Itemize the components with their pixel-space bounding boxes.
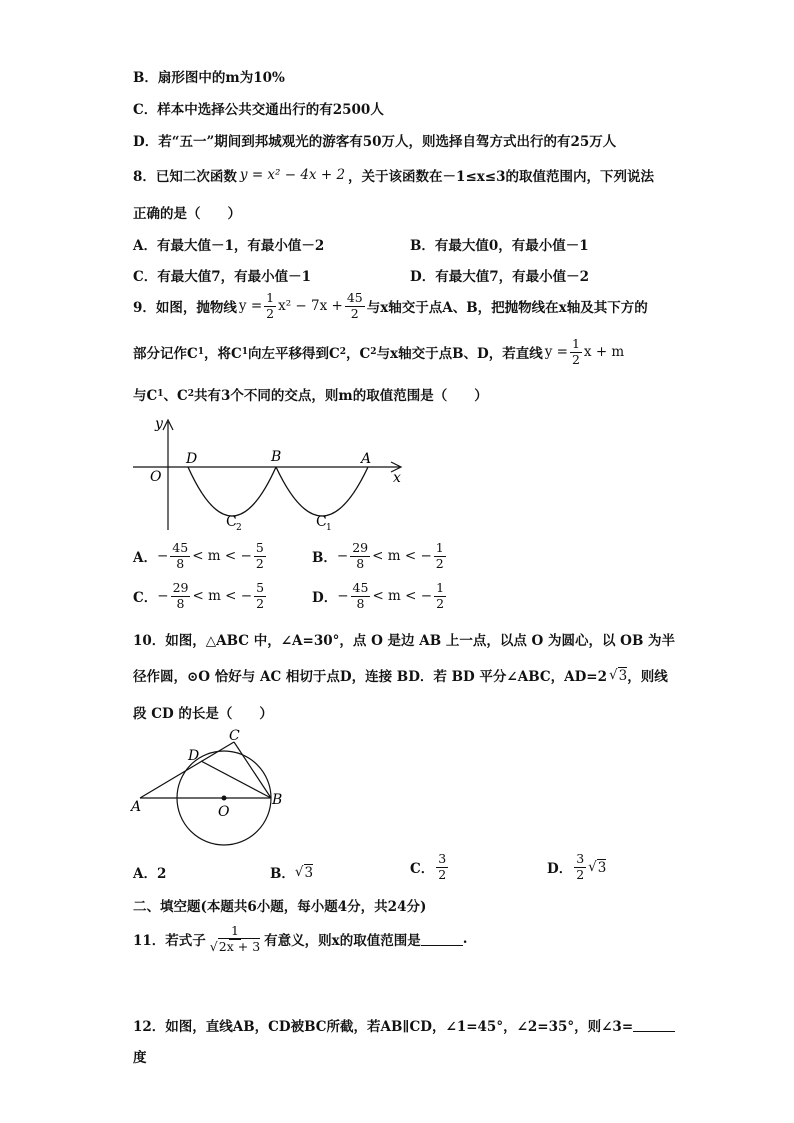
q8-stem-pre: 8．已知二次函数 xyxy=(133,169,237,185)
q7-option-b: B．扇形图中的m为10% xyxy=(133,70,285,86)
q9-poly-mid: x² − 7x + xyxy=(278,298,343,314)
q10-segment-db xyxy=(201,761,271,798)
q10-segment-ac xyxy=(140,742,234,798)
q11-den xyxy=(208,940,262,954)
q9-opt-a-n2: 5 xyxy=(255,540,264,555)
q10-center-dot xyxy=(222,796,227,801)
q11-stem xyxy=(133,925,467,953)
q9-opt-d-label: D． xyxy=(312,590,338,606)
q9-frac-45-num: 45 xyxy=(346,290,363,305)
q9-opt-a-n1: 45 xyxy=(172,540,189,555)
q11-fraction xyxy=(208,925,262,953)
q10-opt-d-label: D． xyxy=(547,861,573,877)
q9-opt-b-d2: 2 xyxy=(435,555,444,571)
q9-stem-line1 xyxy=(133,292,648,320)
q10-stem-line3: 段 CD 的长是（ ） xyxy=(133,706,273,722)
q9-option-b xyxy=(312,542,448,570)
q9-opt-a-d1: 8 xyxy=(176,555,185,571)
q9-label-a: A xyxy=(361,451,372,467)
q9-opt-c-frac2 xyxy=(254,582,266,610)
q9-label-c1-sub: 1 xyxy=(326,523,332,533)
q10-sqrt-symbol: √ xyxy=(609,667,618,683)
q10-label-a: A xyxy=(131,799,142,815)
q9-label-c1: C xyxy=(316,514,327,530)
q8-function: y = x² − 4x + 2 xyxy=(239,167,346,183)
q9-minus: − xyxy=(157,588,169,604)
q9-opt-c-d1: 8 xyxy=(176,595,185,611)
q9-label-c2-sub: 2 xyxy=(236,523,242,533)
q9-label-c2: C xyxy=(226,514,237,530)
q9-frac-half xyxy=(264,292,276,320)
q9-opt-c-n2: 5 xyxy=(256,580,265,595)
q9-l2-pre: 部分记作C xyxy=(133,346,198,362)
q9-line-post: x + m xyxy=(583,344,625,360)
q10-opt-d-radicand: 3 xyxy=(597,859,607,876)
q9-label-o: O xyxy=(150,469,162,485)
q10-option-c xyxy=(410,853,450,881)
q9-opt-b-frac1 xyxy=(350,542,370,570)
q10-label-b: B xyxy=(272,792,283,808)
q9-l3-post: 共有3个不同的交点，则m的取值范围是（ ） xyxy=(194,388,488,404)
q9-sub: 2 xyxy=(370,347,377,357)
q9-sub: 1 xyxy=(241,347,249,357)
q12-answer-blank[interactable] xyxy=(633,1019,675,1032)
q9-opt-a-frac2 xyxy=(254,542,266,570)
q9-l3-mid: 、C xyxy=(163,388,188,404)
q8-stem-line1 xyxy=(133,165,654,185)
q9-line-frac-num: 1 xyxy=(571,336,580,351)
q9-label-d: D xyxy=(186,451,198,467)
q9-opt-b-d1: 8 xyxy=(356,555,365,571)
q8-option-a: A．有最大值－1，有最小值－2 xyxy=(133,238,325,254)
q10-l2-post: ，则线 xyxy=(627,669,668,685)
q9-l3-pre: 与C xyxy=(133,388,158,404)
q10-option-a: A．2 xyxy=(133,866,167,882)
q9-option-c xyxy=(133,582,268,610)
q9-opt-b-n2: 1 xyxy=(435,540,444,555)
q9-ineq: < m < − xyxy=(192,588,253,604)
q10-sqrt-symbol: √ xyxy=(588,859,597,875)
q10-opt-b-label: B． xyxy=(270,866,295,882)
q9-ineq: < m < − xyxy=(192,548,252,564)
q11-end: . xyxy=(462,931,468,947)
q9-frac-45-2 xyxy=(345,292,365,320)
q11-sqrt-symbol: √ xyxy=(209,938,218,954)
q9-y-eq: y = xyxy=(238,298,263,314)
q9-l2-mid4: 与x轴交于点B、D，若直线 xyxy=(376,346,543,362)
q9-opt-c-n1: 29 xyxy=(172,580,189,595)
q9-opt-c-label: C． xyxy=(133,590,158,606)
q11-num: 1 xyxy=(231,923,239,938)
q10-sqrt-symbol: √ xyxy=(294,864,304,880)
q10-opt-b-radicand: 3 xyxy=(304,864,314,881)
q9-opt-d-n2: 1 xyxy=(436,580,445,595)
q9-option-d xyxy=(312,582,448,610)
q10-option-d xyxy=(547,853,606,881)
q10-option-b xyxy=(270,862,313,882)
q10-sqrt-radicand: 3 xyxy=(618,667,628,684)
q10-opt-c-frac xyxy=(436,853,448,881)
q9-opt-a-d2: 2 xyxy=(255,555,264,571)
q9-option-a xyxy=(133,542,268,570)
q9-opt-c-frac1 xyxy=(171,582,191,610)
q9-stem-line2 xyxy=(133,338,624,366)
q10-stem-line2 xyxy=(133,665,668,685)
q9-frac-half-num: 1 xyxy=(266,290,275,305)
q9-sub: 1 xyxy=(197,347,205,357)
q10-label-c: C xyxy=(229,728,240,744)
q9-ineq: < m < − xyxy=(372,548,432,564)
q10-l2-pre: 径作圆，⊙O 恰好与 AC 相切于点D，连接 BD．若 BD 平分∠ABC，AD=2 xyxy=(133,669,608,685)
q9-opt-d-frac1 xyxy=(351,582,371,610)
q9-figure xyxy=(125,412,415,537)
q9-stem-line3 xyxy=(133,384,488,404)
q9-minus: − xyxy=(156,548,169,564)
q10-opt-d-num: 3 xyxy=(576,851,585,866)
q10-opt-c-den: 2 xyxy=(438,866,447,882)
q10-label-d: D xyxy=(188,748,200,764)
q9-label-y: y xyxy=(155,416,163,432)
q9-opt-b-label: B． xyxy=(312,550,337,566)
q10-opt-d-frac xyxy=(574,853,586,881)
q9-opt-d-d2: 2 xyxy=(436,595,445,611)
section-2-heading: 二、填空题(本题共6小题，每小题4分，共24分) xyxy=(133,899,427,915)
q10-figure xyxy=(128,726,293,846)
q9-line-frac xyxy=(570,338,582,366)
q9-frac-half-den: 2 xyxy=(266,305,275,321)
q12-stem-line1 xyxy=(133,1015,675,1035)
q10-stem-line1: 10．如图，△ABC 中，∠A=30°，点 O 是边 AB 上一点，以点 O 为圆心，以 OB 为半 xyxy=(133,633,676,649)
q9-stem-pre: 9．如图，抛物线 xyxy=(133,300,237,316)
q9-stem-post: 与x轴交于点A、B，把抛物线在x轴及其下方的 xyxy=(366,300,648,316)
q9-curve-c1 xyxy=(276,467,368,516)
q9-minus: − xyxy=(337,588,349,604)
q9-l2-mid2: 向左平移得到C xyxy=(248,346,340,362)
q9-l2-mid3: ，C xyxy=(346,346,371,362)
q10-segment-cb xyxy=(234,742,271,798)
q9-opt-d-frac2 xyxy=(434,582,446,610)
q9-frac-45-den: 2 xyxy=(350,305,359,321)
q9-sub: 2 xyxy=(187,389,195,399)
q10-opt-d-den: 2 xyxy=(576,866,585,882)
q9-curve-c2 xyxy=(188,467,276,516)
q9-minus: − xyxy=(336,548,349,564)
q9-opt-b-n1: 29 xyxy=(352,540,369,555)
q12-stem-line2: 度 xyxy=(133,1050,147,1066)
q9-opt-b-frac2 xyxy=(434,542,446,570)
q9-line-y-eq: y = xyxy=(544,344,568,360)
q10-opt-c-label: C． xyxy=(410,861,435,877)
q9-sub: 1 xyxy=(157,389,164,399)
q9-ineq: < m < − xyxy=(372,588,433,604)
q9-opt-d-d1: 8 xyxy=(356,595,365,611)
q9-label-x: x xyxy=(393,470,401,486)
q9-line-frac-den: 2 xyxy=(571,351,580,367)
q10-label-o: O xyxy=(218,804,230,820)
q8-stem-post: ，关于该函数在－1≤x≤3的取值范围内，下列说法 xyxy=(348,169,655,185)
q11-post: 有意义，则x的取值范围是 xyxy=(264,933,421,949)
q11-answer-blank[interactable] xyxy=(421,933,463,946)
q10-opt-c-num: 3 xyxy=(438,851,447,866)
q9-sub: 2 xyxy=(339,347,347,357)
q8-option-d: D．有最大值7，有最小值－2 xyxy=(410,269,589,285)
q9-l2-mid1: ，将C xyxy=(204,346,242,362)
q11-radicand: 2x + 3 xyxy=(218,938,261,954)
q7-option-c: C．样本中选择公共交通出行的有2500人 xyxy=(133,102,384,118)
q9-label-b: B xyxy=(271,449,282,465)
q12-text: 12．如图，直线AB，CD被BC所截，若AB∥CD，∠1=45°，∠2=35°，则∠3= xyxy=(133,1019,634,1035)
q9-opt-a-frac1 xyxy=(170,542,190,570)
q9-opt-c-d2: 2 xyxy=(256,595,265,611)
q9-opt-d-n1: 45 xyxy=(352,580,369,595)
q8-stem-line2: 正确的是（ ） xyxy=(133,206,241,222)
q7-option-d: D．若“五一”期间到邦城观光的游客有50万人，则选择自驾方式出行的有25万人 xyxy=(133,134,617,150)
q11-pre: 11．若式子 xyxy=(133,933,206,949)
q8-option-b: B．有最大值0，有最小值－1 xyxy=(410,238,589,254)
q9-opt-a-label: A． xyxy=(133,550,157,566)
q8-option-c: C．有最大值7，有最小值－1 xyxy=(133,269,312,285)
